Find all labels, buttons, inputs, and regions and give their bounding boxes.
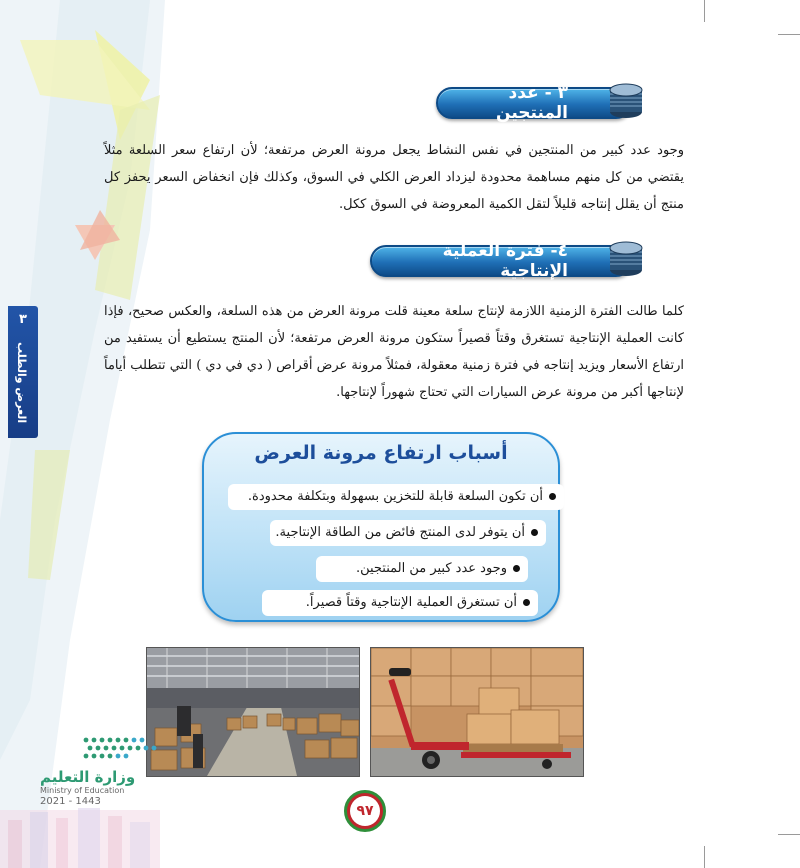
section-3-paragraph: وجود عدد كبير من المنتجين في نفس النشاط يجعل مرونة العرض مرتفعة؛ لأن ارتفاع سعر السلعة مثلاً يقتضي من كل منهم مساهمة محدودة ليزداد العرض الكلي في السوق، وكذلك فإن انخفاض السعر يحفز كل منتج أن يقلل إنتاجه قليلاً لتقل الكمية المعروضة في السوق ككل. <box>104 143 684 212</box>
reason-item: أن تكون السلعة قابلة للتخزين بسهولة وبتكلفة محدودة. <box>228 484 564 510</box>
section-4-heading-text: ٤- فترة العملية الإنتاجية <box>442 241 568 281</box>
bullet-icon <box>531 529 538 536</box>
coin-stack-icon <box>608 236 644 278</box>
section-3-heading-text: ٣ - عدد المنتجين <box>496 83 568 123</box>
ministry-name-english: Ministry of Education <box>40 786 125 795</box>
reason-item: أن يتوفر لدى المنتج فائض من الطاقة الإنتاجية. <box>270 520 546 546</box>
ministry-logo-icon <box>80 734 160 764</box>
bullet-icon <box>549 493 556 500</box>
ministry-year: 2021 - 1443 <box>40 796 101 807</box>
chapter-title: العرض والطلب <box>15 342 28 424</box>
pallet-jack-photo <box>370 647 584 777</box>
reasons-box-title: أسباب ارتفاع مرونة العرض <box>254 442 508 464</box>
section-4-heading <box>370 241 632 281</box>
ministry-name-arabic: وزارة التعليم <box>40 768 136 786</box>
chapter-number: ٣ <box>19 312 27 327</box>
warehouse-photo <box>146 647 360 777</box>
chapter-side-tab <box>8 306 38 438</box>
reason-item: أن تستغرق العملية الإنتاجية وقتاً قصيراً. <box>262 590 538 616</box>
bullet-icon <box>513 565 520 572</box>
section-3-heading <box>436 83 632 123</box>
page-number-badge <box>344 790 386 832</box>
reason-item: وجود عدد كبير من المنتجين. <box>316 556 528 582</box>
section-4-paragraph: كلما طالت الفترة الزمنية اللازمة لإنتاج سلعة معينة قلت مرونة العرض من هذه السلعة، والعكس صحيح، فإذا كانت العملية الإنتاجية تستغرق وقتاً قصيراً ستكون مرونة العرض مرتفعة؛ لأن المنتج يستطيع أن يستفيد من ارتفاع الأسعار ويزيد إنتاجه في فترة زمنية معقولة، فمثلاً مرونة عرض أقراص ( دي في دي ) التي تتطلب أياماً لإنتاجها أكبر من مرونة عرض السيارات التي تحتاج شهوراً لإنتاجها. <box>104 304 684 400</box>
bullet-icon <box>523 599 530 606</box>
coin-stack-icon <box>608 78 644 120</box>
page-number: ٩٧ <box>350 796 380 826</box>
